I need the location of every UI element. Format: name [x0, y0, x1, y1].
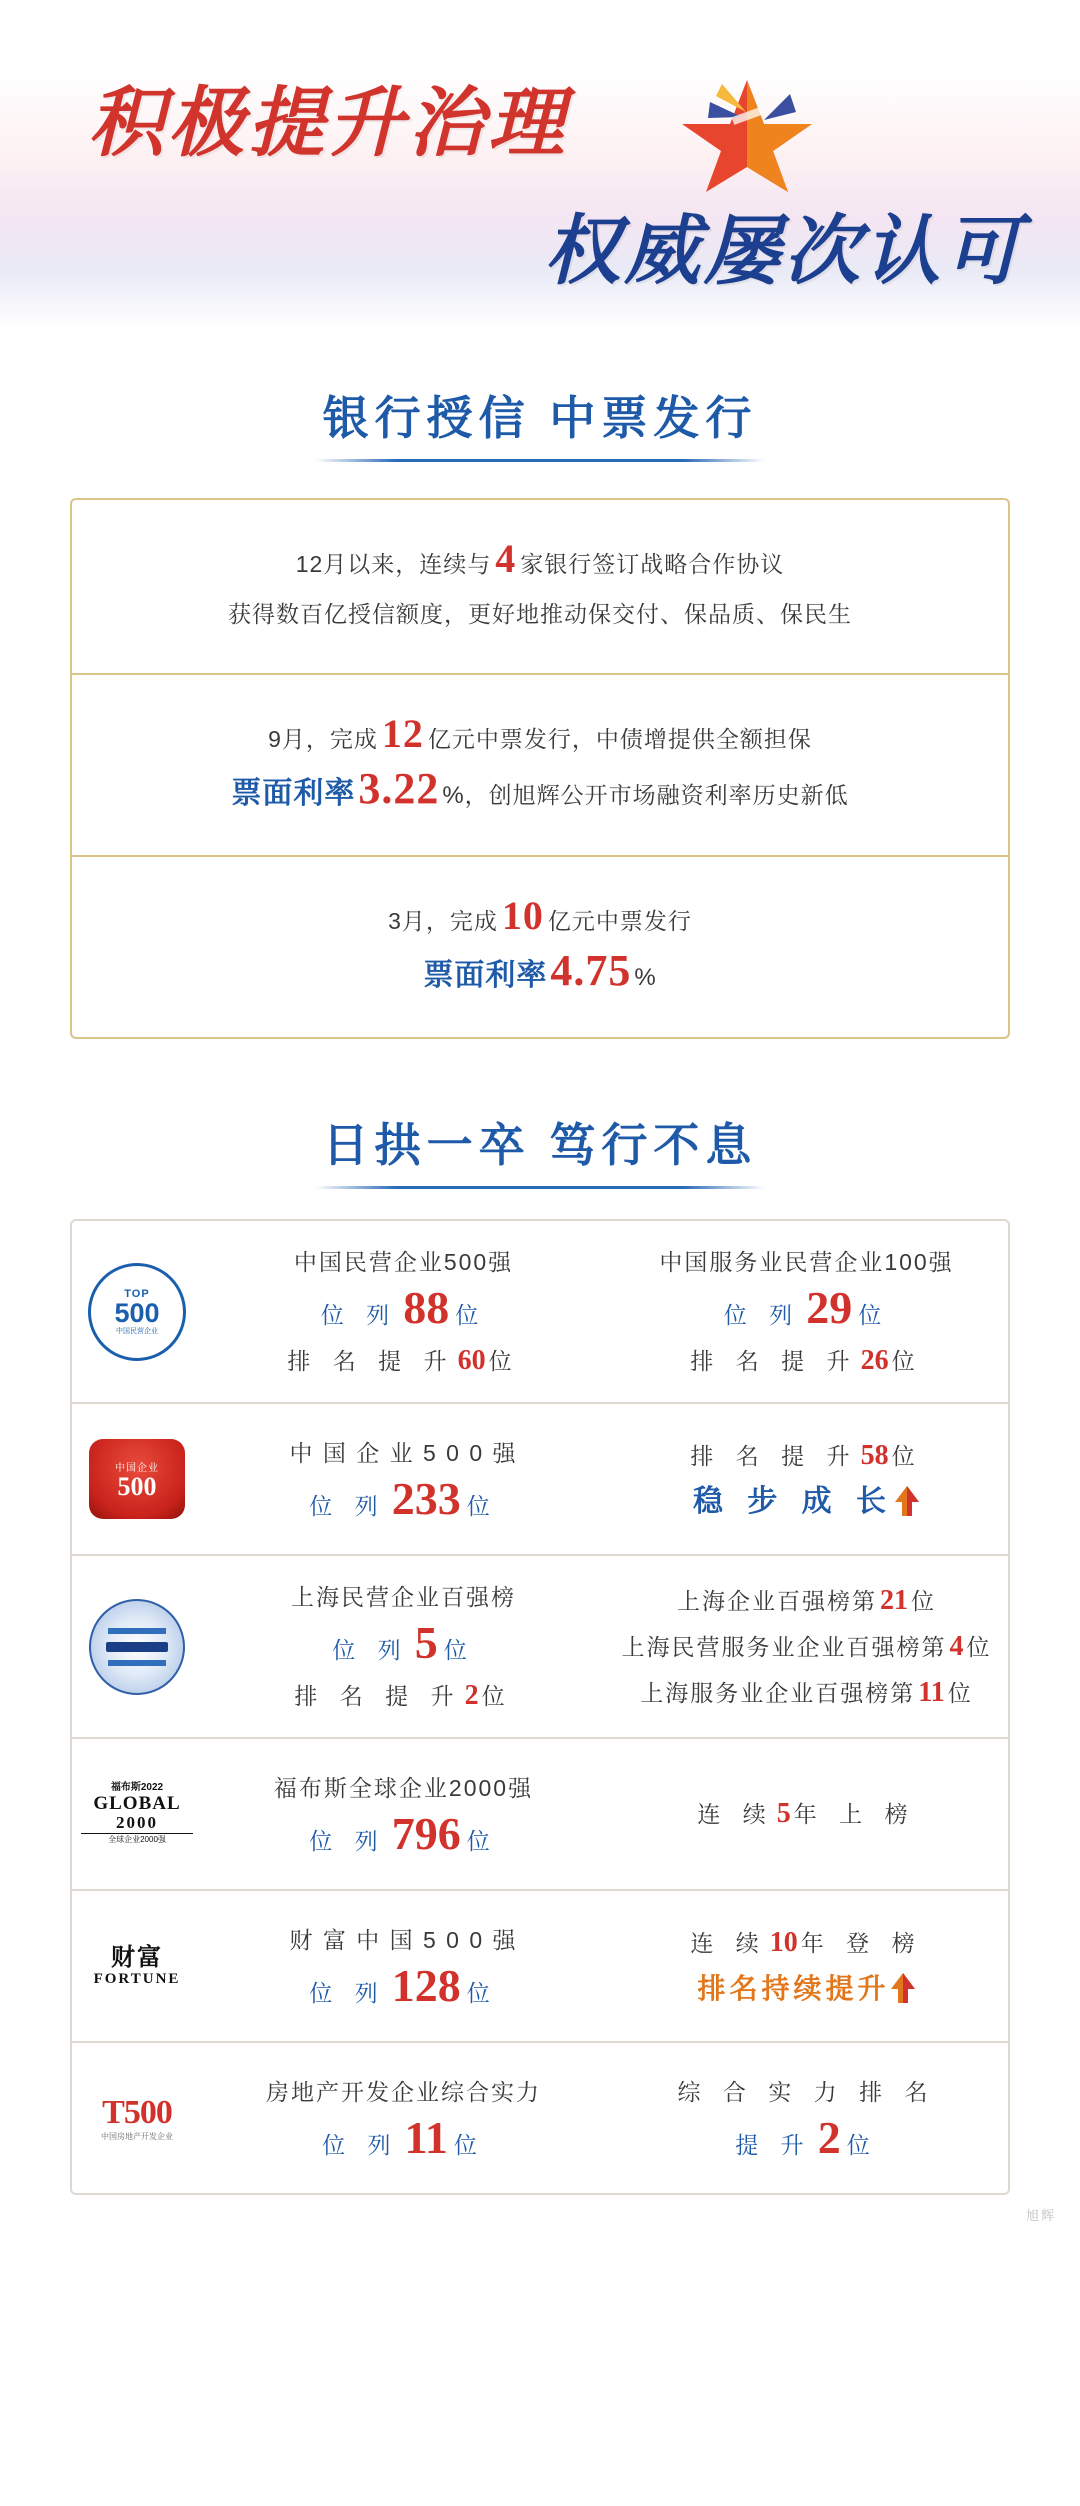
delta-number: 21 — [880, 1584, 908, 1616]
rank-number: 233 — [391, 1472, 461, 1524]
delta-number: 10 — [769, 1926, 798, 1958]
ranking-line — [294, 1239, 513, 1285]
ranking-line — [309, 1959, 498, 2016]
ranking-line — [693, 1479, 920, 1526]
text: 年 登 榜 — [800, 1929, 923, 1956]
section-title-rankings — [0, 1109, 1080, 1189]
text: 中国民营企业500强 — [293, 1249, 514, 1275]
rank-label: 位 — [466, 1827, 498, 1854]
rank-label: 位 列 — [332, 1637, 409, 1663]
ranking-line — [287, 1338, 519, 1384]
text: 房地产开发企业综合实力 — [266, 2078, 541, 2105]
text: 位 — [891, 1442, 923, 1469]
ranking-line — [322, 2111, 485, 2168]
table-row — [72, 1554, 1008, 1737]
ranking-line — [640, 1670, 972, 1716]
text: 上海民营服务业企业百强榜第 — [621, 1633, 947, 1660]
text: 位 — [966, 1633, 992, 1660]
ranking-line — [289, 1430, 517, 1476]
rank-label: 位 列 — [322, 2131, 399, 2158]
logo-cell — [72, 2043, 202, 2193]
text: 家银行签订战略合作协议 — [520, 551, 785, 577]
header-title-line2: 权威屡次认可 — [544, 210, 1024, 294]
rank-label: 位 列 — [309, 1827, 386, 1854]
ranking-cell — [202, 2043, 605, 2193]
text: 排 名 提 升 — [690, 1442, 858, 1469]
ranking-line — [697, 1791, 915, 1837]
bank-credit-row — [72, 673, 1008, 855]
rank-number: 2 — [817, 2111, 841, 2163]
delta-number: 58 — [860, 1439, 889, 1471]
text: 上海企业百强榜第 — [677, 1587, 877, 1614]
rank-label: 位 — [443, 1637, 475, 1663]
credit-line — [112, 764, 968, 821]
section-title-bank-text: 银行授信 中票发行 — [315, 382, 766, 462]
ranking-cell — [202, 1221, 605, 1402]
top500-badge-icon: TOP 500 中国民营企业 — [88, 1263, 186, 1361]
ranking-cell — [605, 2043, 1008, 2193]
row-cells — [202, 1891, 1008, 2041]
logo-cell — [72, 1556, 202, 1737]
label-blue: 票面利率 — [423, 959, 548, 992]
credit-line — [112, 709, 968, 764]
rank-number: 796 — [391, 1807, 461, 1859]
text: 12月以来，连续与 — [295, 551, 492, 577]
rank-number: 29 — [806, 1282, 853, 1333]
text: 连 续 — [697, 1801, 774, 1827]
rank-label: 提 升 — [735, 2131, 812, 2158]
credit-line — [112, 534, 968, 589]
highlight-number: 3.22 — [358, 764, 440, 813]
logo-cell — [72, 1739, 202, 1889]
rank-label: 位 — [455, 1302, 487, 1328]
delta-number: 5 — [776, 1798, 791, 1829]
delta-number: 11 — [918, 1676, 945, 1708]
text: 位 — [481, 1683, 513, 1709]
highlight-number: 4 — [495, 536, 517, 581]
text: 位 — [891, 1348, 923, 1374]
text: 亿元中票发行，中债增提供全额担保 — [427, 726, 812, 752]
text: 9月，完成 — [268, 726, 378, 752]
logo-cell — [72, 1404, 202, 1554]
ranking-line — [690, 1433, 922, 1479]
percent-sign: % — [634, 964, 657, 991]
delta-number: 4 — [949, 1630, 964, 1662]
rankings-table — [70, 1219, 1010, 2195]
text: 福布斯全球企业2000强 — [273, 1774, 534, 1801]
row-cells — [202, 1221, 1008, 1402]
text: 排 名 提 升 — [690, 1348, 858, 1374]
ranking-line — [289, 1917, 517, 1963]
rank-number: 11 — [404, 2111, 448, 2163]
star-burst-icon — [672, 72, 822, 192]
ranking-cell — [202, 1404, 605, 1554]
text: 位 — [488, 1348, 520, 1374]
table-row — [72, 1889, 1008, 2041]
fortune-china500-icon: 财富 FORTUNE — [93, 1944, 181, 1987]
ranking-cell — [605, 1739, 1008, 1889]
ranking-line — [659, 1239, 953, 1285]
ranking-line — [690, 1338, 922, 1384]
forbes-global2000-icon: 福布斯2022 GLOBAL 2000 全球企业2000强 — [81, 1783, 193, 1845]
ranking-line — [723, 1282, 890, 1338]
highlight-number: 12 — [381, 711, 424, 756]
credit-line — [112, 891, 968, 946]
rank-label: 位 列 — [723, 1302, 801, 1328]
text: 排 名 提 升 — [294, 1683, 462, 1709]
page-header — [0, 0, 1080, 330]
text: 综 合 实 力 排 名 — [677, 2078, 936, 2105]
text: 上海服务业企业百强榜第 — [640, 1679, 916, 1706]
ranking-line — [622, 1624, 992, 1670]
credit-line — [112, 589, 968, 639]
ranking-cell — [605, 1556, 1008, 1737]
credit-line — [112, 946, 968, 1003]
text: 位 — [911, 1587, 936, 1614]
row-cells — [202, 1404, 1008, 1554]
improve-label: 排名持续提升 — [697, 1972, 890, 2004]
table-row — [72, 1402, 1008, 1554]
section-title-bank — [0, 382, 1080, 462]
highlight-number: 4.75 — [550, 946, 632, 995]
ranking-line — [309, 1472, 498, 1529]
row-cells — [202, 1739, 1008, 1889]
section-title-rankings-text: 日拱一卒 笃行不息 — [315, 1109, 766, 1189]
ranking-cell — [202, 1556, 605, 1737]
ranking-line — [690, 1920, 922, 1966]
row-cells — [202, 1556, 1008, 1737]
row-cells — [202, 2043, 1008, 2193]
text: 财 富 中 国 5 0 0 强 — [289, 1926, 518, 1953]
footer-watermark: 旭辉 — [1025, 2208, 1056, 2223]
ranking-cell — [605, 1221, 1008, 1402]
table-row — [72, 1221, 1008, 1402]
ranking-line — [320, 1282, 487, 1338]
delta-number: 26 — [860, 1345, 889, 1376]
ranking-line — [309, 1807, 498, 1864]
ranking-line — [677, 1578, 936, 1624]
text: 连 续 — [690, 1929, 767, 1956]
bank-credit-row — [72, 500, 1008, 673]
logo-cell — [72, 1891, 202, 2041]
ranking-line — [266, 2069, 541, 2115]
ranking-line — [291, 1574, 516, 1620]
ranking-cell — [605, 1891, 1008, 2041]
ranking-cell — [202, 1739, 605, 1889]
ranking-line — [274, 1765, 533, 1811]
highlight-number: 10 — [501, 893, 544, 938]
rank-label: 位 列 — [320, 1302, 398, 1328]
text: 中国服务业民营企业100强 — [659, 1249, 954, 1275]
rank-number: 128 — [391, 1959, 461, 2011]
ranking-line — [735, 2111, 878, 2168]
ranking-cell — [202, 1891, 605, 2041]
top500-developer-icon: T500 中国房地产开发企业 — [101, 2093, 173, 2141]
rank-label: 位 — [858, 1302, 890, 1328]
rank-label: 位 — [466, 1492, 498, 1519]
text: 上海民营企业百强榜 — [291, 1584, 516, 1610]
rank-label: 位 — [466, 1979, 498, 2006]
ranking-cell — [605, 1404, 1008, 1554]
rank-number: 5 — [414, 1617, 438, 1668]
rank-label: 位 — [453, 2131, 485, 2158]
delta-number: 60 — [457, 1345, 486, 1376]
table-row — [72, 2041, 1008, 2193]
ranking-line — [678, 2069, 936, 2115]
text: 获得数百亿授信额度，更好地推动保交付、保品质、保民生 — [228, 601, 852, 627]
text: 年 上 榜 — [793, 1801, 916, 1827]
rank-label: 位 列 — [309, 1492, 386, 1519]
table-row — [72, 1737, 1008, 1889]
rank-number: 88 — [403, 1282, 450, 1333]
text: ，创旭辉公开市场融资利率历史新低 — [464, 782, 849, 808]
delta-number: 2 — [464, 1680, 479, 1711]
percent-sign: % — [442, 782, 465, 809]
shanghai-enterprise-icon — [89, 1599, 185, 1695]
text: 排 名 提 升 — [287, 1348, 455, 1374]
growth-label: 稳 步 成 长 — [692, 1484, 894, 1518]
text: 中 国 企 业 5 0 0 强 — [289, 1439, 518, 1466]
china-top500-seal-icon: 中国企业 500 — [89, 1439, 185, 1519]
bank-credit-box — [70, 498, 1010, 1039]
rank-label: 位 列 — [309, 1979, 386, 2006]
bank-credit-row — [72, 855, 1008, 1037]
arrow-up-icon — [890, 1977, 916, 2003]
header-title-line1: 积极提升治理 — [88, 82, 568, 166]
label-blue: 票面利率 — [231, 777, 356, 810]
text: 3月，完成 — [388, 908, 498, 934]
logo-cell — [72, 1221, 202, 1402]
ranking-line — [332, 1617, 475, 1673]
ranking-line — [294, 1673, 512, 1719]
arrow-up-icon — [894, 1490, 920, 1516]
ranking-line — [697, 1966, 915, 2013]
rank-label: 位 — [846, 2131, 878, 2158]
text: 亿元中票发行 — [547, 908, 692, 934]
text: 位 — [947, 1679, 973, 1706]
